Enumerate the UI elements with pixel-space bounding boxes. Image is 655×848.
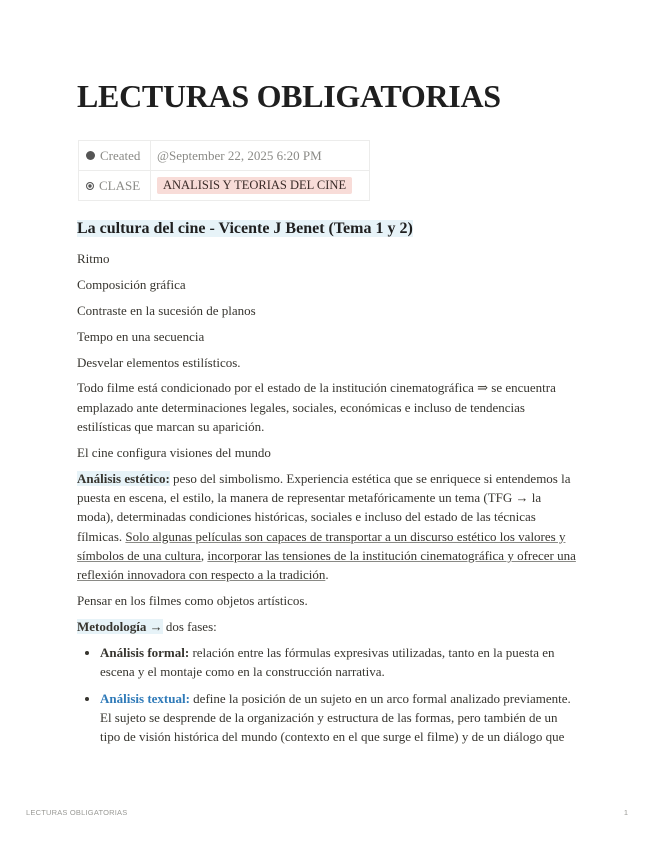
bullet-text: relación entre las fórmulas expresivas utilizadas, tanto en la puesta en escena y el montaje como en la construcción narrativa. xyxy=(100,644,555,680)
text-line: Contraste en la sucesión de planos xyxy=(77,302,256,318)
text-line: Tempo en una secuencia xyxy=(77,328,205,344)
created-property-key xyxy=(79,141,151,171)
section-heading xyxy=(77,216,579,242)
footer-title: LECTURAS OBLIGATORIAS xyxy=(26,808,128,817)
bullet-label: Análisis textual: xyxy=(100,690,190,706)
bullet-label: Análisis formal: xyxy=(100,644,190,660)
paragraph-filme: Todo filme está condicionado por el estado de la institución cinematográfica ⇒ se encuentra emplazado ante determinaciones legales, sociales, económicas e incluso de tendencias estilísticas que marcan su aparición. xyxy=(77,380,556,435)
analisis-label: Análisis estético: xyxy=(77,470,170,486)
class-label: CLASE xyxy=(99,177,141,193)
class-value-cell xyxy=(151,171,370,201)
paragraph-metodologia xyxy=(77,617,579,636)
bullet-text: define la posición de un sujeto en un arco formal analizado previamente. El sujeto se desprende de la organización y estructura de las formas, pero también de un tipo de visión histórica del mundo (contexto en el que surge el filme) y de un diálogo que xyxy=(100,690,571,745)
document-body xyxy=(77,216,579,753)
analisis-text: peso del simbolismo. Experiencia estética que se enriquece si entendemos la puesta en escena, el estilo, la manera de representar metafóricamente un tema (TFG → la moda), determinadas condiciones históricas, sociales e incluso del estado de las técnicas fílmicas. xyxy=(77,470,571,544)
property-row-class xyxy=(79,171,370,201)
list-item xyxy=(100,643,579,682)
paragraph-configura: El cine configura visiones del mundo xyxy=(77,444,271,460)
analisis-underlined-1: Solo algunas películas son capaces de transportar a un discurso estético los valores y símbolos de una cultura xyxy=(77,528,566,564)
property-row-created xyxy=(79,141,370,171)
section-heading-text: La cultura del cine - Vicente J Benet (Tema 1 y 2) xyxy=(77,220,413,237)
paragraph-analisis xyxy=(77,469,579,585)
select-property-icon xyxy=(86,182,94,190)
analisis-end: . xyxy=(325,567,329,583)
created-value: @September 22, 2025 6:20 PM xyxy=(151,141,370,171)
class-tag[interactable]: ANALISIS Y TEORIAS DEL CINE xyxy=(157,177,352,194)
analisis-underlined-2: incorporar las tensiones de la institución cinematográfica y ofrecer una reflexión innovadora con respecto a la tradición xyxy=(77,548,576,583)
metodologia-label: Metodología → xyxy=(77,619,163,635)
analisis-comma: , xyxy=(200,548,208,564)
bullet-list xyxy=(77,643,579,746)
list-item xyxy=(100,689,579,747)
clock-icon xyxy=(86,151,95,160)
text-line: Desvelar elementos estilísticos. xyxy=(77,354,241,370)
metodologia-label-wrap xyxy=(77,619,163,634)
page-number: 1 xyxy=(623,808,628,817)
text-line: Composición gráfica xyxy=(77,276,186,292)
properties-table xyxy=(78,140,370,201)
page-title: LECTURAS OBLIGATORIAS xyxy=(77,78,501,114)
text-line: Ritmo xyxy=(77,251,110,266)
created-label: Created xyxy=(100,147,141,163)
paragraph-pensar: Pensar en los filmes como objetos artísticos. xyxy=(77,593,308,609)
class-property-key xyxy=(79,171,151,201)
metodologia-text: dos fases: xyxy=(162,619,217,635)
